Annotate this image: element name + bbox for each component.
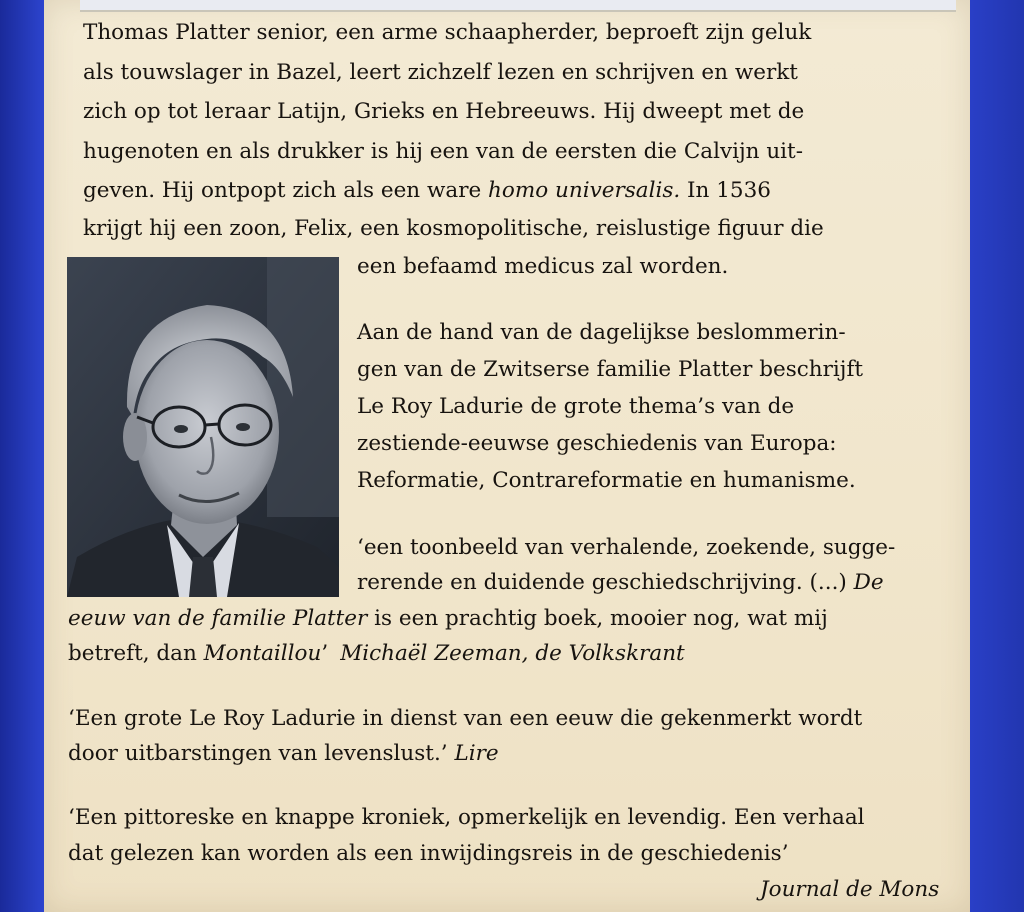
quote-1-line-2-text: rerende en duidende geschiedschrijving. (...) xyxy=(357,570,854,595)
paragraph-2-line-1: Aan de hand van de dagelijkse beslommerin- xyxy=(357,320,846,345)
quote-1-line-2 xyxy=(357,572,884,594)
author-portrait-photo xyxy=(67,257,339,597)
quote-1-close-mark: ’ xyxy=(321,641,329,666)
paragraph-1-line-7: een befaamd medicus zal worden. xyxy=(357,254,729,279)
paragraph-1-line-6: krijgt hij een zoon, Felix, een kosmopolitische, reislustige figuur die xyxy=(83,216,824,241)
paragraph-1-line-3: zich op tot leraar Latijn, Grieks en Hebreeuws. Hij dweept met de xyxy=(83,99,805,124)
paragraph-2-line-2: gen van de Zwitserse familie Platter beschrijft xyxy=(357,357,864,382)
quote-1-line-3-text: is een prachtig boek, mooier nog, wat mij xyxy=(367,606,828,631)
quote-3-line-1: ‘Een pittoreske en knappe kroniek, opmerkelijk en levendig. Een verhaal xyxy=(68,805,865,830)
top-white-band xyxy=(80,0,956,12)
quote-1-line-4 xyxy=(68,643,685,665)
paragraph-1-line-5-end: In 1536 xyxy=(680,178,771,203)
paragraph-1-line-1: Thomas Platter senior, een arme schaapherder, beproeft zijn geluk xyxy=(83,20,812,45)
homo-universalis-italic: homo universalis. xyxy=(488,178,681,203)
book-cover-left-edge xyxy=(0,0,46,912)
paragraph-1-line-5 xyxy=(83,180,771,202)
quote-2-line-2 xyxy=(68,743,499,765)
paragraph-2-line-4: zestiende-eeuwse geschiedenis van Europa: xyxy=(357,431,837,456)
paragraph-1-line-5-start: geven. Hij ontpopt zich als een ware xyxy=(83,178,489,203)
quote-1-montaillou-title: Montaillou xyxy=(203,641,322,666)
paragraph-2-line-3: Le Roy Ladurie de grote thema’s van de xyxy=(357,394,795,419)
quote-1-line-1: ‘een toonbeeld van verhalende, zoekende, sugge- xyxy=(357,535,896,560)
quote-2-line-1: ‘Een grote Le Roy Ladurie in dienst van een eeuw die gekenmerkt wordt xyxy=(68,706,863,731)
quote-1-book-title: eeuw van de familie Platter xyxy=(68,606,368,631)
book-cover-right-edge xyxy=(966,0,1024,912)
paragraph-1-line-4: hugenoten en als drukker is hij een van de eersten die Calvijn uit- xyxy=(83,139,803,164)
quote-1-source: Michaël Zeeman, de Volkskrant xyxy=(340,641,685,666)
paragraph-2-line-5: Reformatie, Contrareformatie en humanisme. xyxy=(357,468,856,493)
quote-3-line-2: dat gelezen kan worden als een inwijdingsreis in de geschiedenis’ xyxy=(68,841,789,866)
quote-1-line-4-text: betreft, dan xyxy=(68,641,204,666)
quote-2-line-2-text: door uitbarstingen van levenslust.’ xyxy=(68,741,455,766)
quote-1-book-title-start: De xyxy=(853,570,884,595)
paragraph-1-line-2: als touwslager in Bazel, leert zichzelf lezen en schrijven en werkt xyxy=(83,60,798,85)
quote-3-source-text: Journal de Mons xyxy=(760,877,940,902)
quote-1-line-3 xyxy=(68,608,828,630)
quote-2-source: Lire xyxy=(454,741,499,766)
quote-3-source xyxy=(760,879,939,901)
